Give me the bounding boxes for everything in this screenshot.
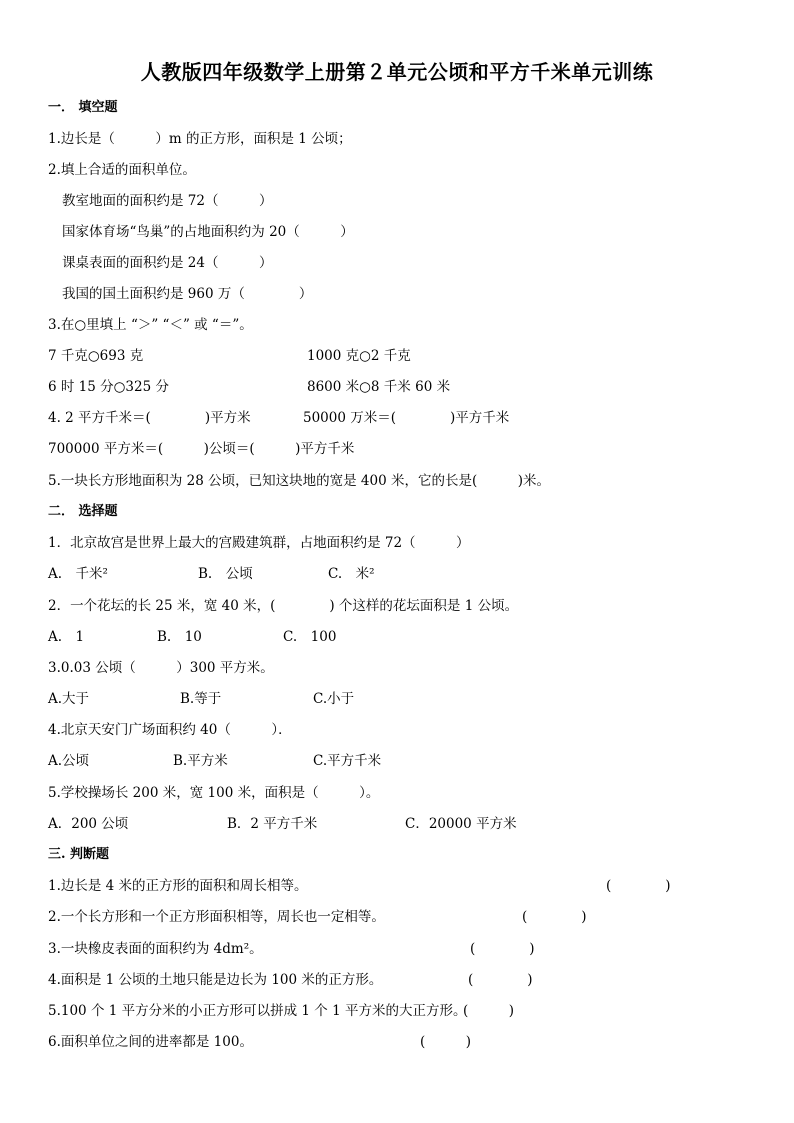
- choice-q2-option-c: C. 100: [283, 629, 337, 645]
- choice-q5-option-c: C．20000 平方米: [405, 816, 517, 832]
- fill-q3: 3.在○里填上 “＞” “＜” 或 “＝”。: [48, 317, 253, 333]
- fill-q4-row2: 700000 平方米＝( )公顷＝( )平方千米: [48, 441, 355, 457]
- section-heading-choice: 二． 选择题: [48, 504, 118, 519]
- choice-q1-option-c: C. 米²: [328, 566, 375, 582]
- page-title: 人教版四年级数学上册第２单元公顷和平方千米单元训练: [140, 60, 654, 84]
- choice-q4: 4.北京天安门广场面积约 40（ ）．: [48, 722, 292, 738]
- section-heading-fill: 一． 填空题: [48, 100, 118, 115]
- choice-q5: 5.学校操场长 200 米，宽 100 米，面积是（ ）。: [48, 785, 380, 801]
- judge-item-1: 1.边长是 4 米的正方形的面积和周长相等。: [48, 878, 308, 894]
- choice-q5-option-b: B．2 平方千米: [227, 816, 318, 832]
- choice-q1: 1．北京故宫是世界上最大的宫殿建筑群，占地面积约是 72（ ）: [48, 535, 470, 551]
- judge-item-4: 4.面积是 1 公顷的土地只能是边长为 100 米的正方形。: [48, 972, 383, 988]
- judge-item-3: 3.一块橡皮表面的面积约为 4dm²。: [48, 941, 263, 957]
- choice-q2-option-b: B. 10: [157, 629, 202, 645]
- choice-q3: 3.0.03 公顷（ ）300 平方米。: [48, 660, 274, 676]
- fill-q5: 5.一块长方形地面积为 28 公顷，已知这块地的宽是 400 米，它的长是( )米。: [48, 473, 551, 489]
- judge-item-5-answer: ( ): [463, 1003, 515, 1019]
- choice-q2-option-a: A. 1: [48, 629, 85, 645]
- fill-q4-row1-left: 4. 2 平方千米＝( )平方米: [48, 410, 251, 426]
- choice-q3-option-a: A.大于: [48, 691, 90, 707]
- judge-item-3-answer: ( ): [470, 941, 535, 957]
- fill-q3-row2-right: 8600 米○8 千米 60 米: [307, 379, 451, 395]
- fill-q3-row2-left: 6 时 15 分○325 分: [48, 379, 169, 395]
- fill-q4-row1-right: 50000 万米＝( )平方千米: [303, 410, 510, 426]
- judge-item-2: 2.一个长方形和一个正方形面积相等，周长也一定相等。: [48, 909, 385, 925]
- judge-item-6-answer: ( ): [420, 1034, 472, 1050]
- fill-q2-item-3: 课桌表面的面积约是 24（ ）: [62, 255, 273, 271]
- judge-item-4-answer: ( ): [468, 972, 533, 988]
- choice-q5-option-a: A．200 公顷: [48, 816, 129, 832]
- choice-q2: 2．一个花坛的长 25 米，宽 40 米，( ) 个这样的花坛面积是 1 公顷。: [48, 598, 519, 614]
- fill-q2-item-2: 国家体育场“鸟巢”的占地面积约为 20（ ）: [62, 224, 354, 240]
- judge-item-1-answer: ( ): [606, 878, 671, 894]
- section-heading-judge: 三. 判断题: [48, 847, 110, 862]
- judge-item-5: 5.100 个 1 平方分米的小正方形可以拼成 1 个 1 平方米的大正方形。: [48, 1003, 467, 1019]
- choice-q3-option-b: B.等于: [180, 691, 222, 707]
- fill-q1: 1.边长是（ ）m 的正方形，面积是 1 公顷；: [48, 131, 352, 147]
- choice-q3-option-c: C.小于: [313, 691, 355, 707]
- choice-q4-option-c: C.平方千米: [313, 753, 382, 769]
- fill-q3-row1-left: 7 千克○693 克: [48, 348, 144, 364]
- fill-q3-row1-right: 1000 克○2 千克: [307, 348, 411, 364]
- choice-q1-option-b: B. 公顷: [198, 566, 253, 582]
- fill-q2-item-4: 我国的国土面积约是 960 万（ ）: [62, 286, 313, 302]
- fill-q2: 2.填上合适的面积单位。: [48, 162, 196, 178]
- fill-q2-item-1: 教室地面的面积约是 72（ ）: [62, 193, 273, 209]
- judge-item-2-answer: ( ): [522, 909, 587, 925]
- judge-item-6: 6.面积单位之间的进率都是 100。: [48, 1034, 253, 1050]
- choice-q4-option-b: B.平方米: [173, 753, 228, 769]
- choice-q4-option-a: A.公顷: [48, 753, 90, 769]
- choice-q1-option-a: A. 千米²: [48, 566, 108, 582]
